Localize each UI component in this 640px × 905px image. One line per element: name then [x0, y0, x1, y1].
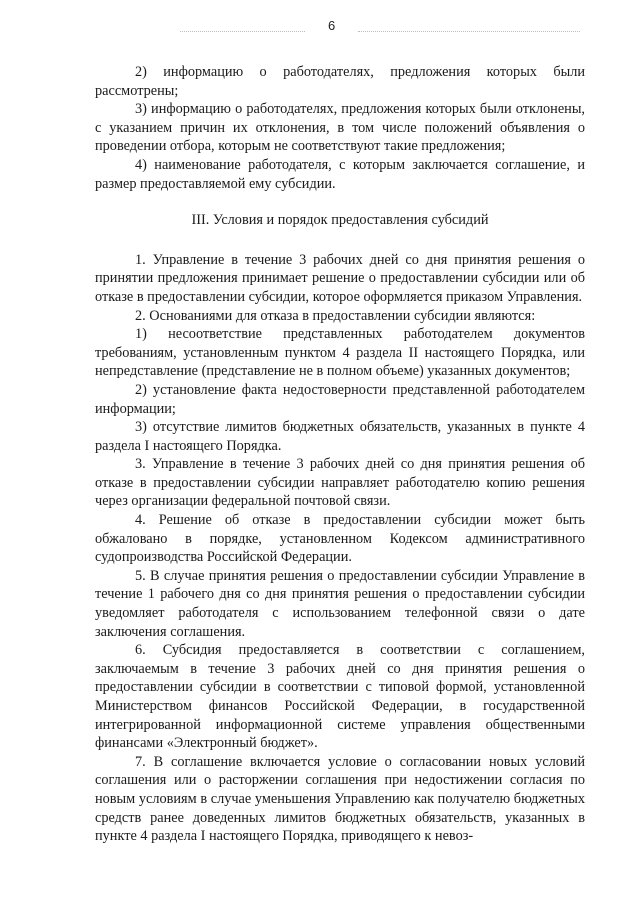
paragraph: 4. Решение об отказе в предоставлении субсидии может быть обжаловано в порядке, установленном Кодексом административного судопроизводства Российской Федерации. — [95, 512, 585, 566]
paragraph: 1. Управление в течение 3 рабочих дней со дня принятия решения о принятии предложения принимает решение о предоставлении субсидии или об отказе в предоставлении субсидии, которое оформляется приказом Управления. — [95, 251, 585, 305]
paragraph: 3. Управление в течение 3 рабочих дней со дня принятия решения об отказе в предоставлении субсидии направляет работодателю копию решения через организации федеральной почтовой связи. — [95, 456, 585, 510]
paragraph: 4) наименование работодателя, с которым заключается соглашение, и размер предоставляемой ему субсидии. — [95, 156, 585, 192]
paragraph: 7. В соглашение включается условие о согласовании новых условий соглашения или о расторжении соглашения при недостижении согласия по новым условиям в случае уменьшения Управлению как получателю бюджетных средств ранее доведенных лимитов бюджетных обязательств, указанных в пункте 4 раздела I настоящего Порядка, приводящего к невоз- — [95, 753, 585, 845]
paragraph: 2. Основаниями для отказа в предоставлении субсидии являются: — [135, 307, 536, 324]
paragraph: 2) установление факта недостоверности представленной работодателем информации; — [95, 381, 585, 417]
paragraph: 2) информацию о работодателях, предложения которых были рассмотрены; — [95, 64, 585, 99]
page-number: 6 — [328, 18, 336, 33]
paragraph: 5. В случае принятия решения о предоставлении субсидии Управление в течение 1 рабочего дня со дня принятия решения о предоставлении субсидии уведомляет работодателя с использованием телефонной связи о дате заключения соглашения. — [95, 567, 585, 640]
document-body — [95, 63, 585, 846]
paragraph: 1) несоответствие представленных работодателем документов требованиям, установленным пунктом 4 раздела II настоящего Порядка, или непредставление (представление не в полном объеме) указанных документов; — [95, 326, 585, 380]
section-title: III. Условия и порядок предоставления субсидий — [191, 212, 489, 229]
paragraph: 6. Субсидия предоставляется в соответствии с соглашением, заключаемым в течение 3 рабочих дней со дня принятия решения о предоставлении субсидии в соответствии с типовой формой, установленной Министерством финансов Российской Федерации, в государственной интегрированной информационной системе управления общественными финансами «Электронный бюджет». — [95, 642, 585, 752]
header-rule-right — [358, 31, 580, 32]
page-header — [180, 18, 580, 38]
paragraph: 3) отсутствие лимитов бюджетных обязательств, указанных в пункте 4 раздела I настоящего Порядка. — [95, 419, 585, 454]
header-rule-left — [180, 31, 305, 32]
paragraph: 3) информацию о работодателях, предложения которых были отклонены, с указанием причин их отклонения, в том числе положений объявления о проведении отбора, которым не соответствуют такие предложения; — [95, 101, 585, 155]
